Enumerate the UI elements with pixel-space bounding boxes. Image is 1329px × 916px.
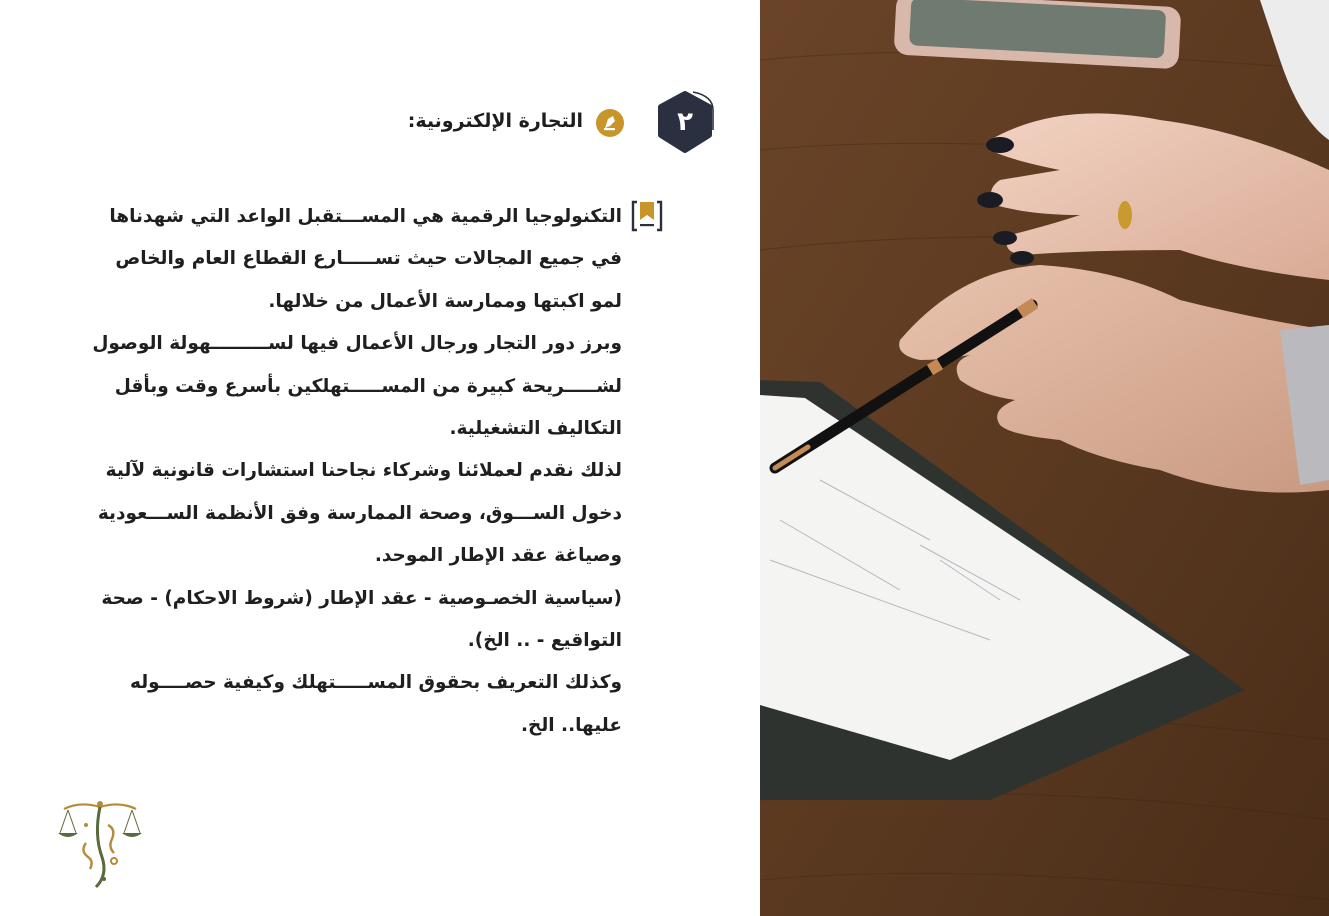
body-line: دخول الســـوق، وصحة الممارسة وفق الأنظمة الســـعودية	[97, 502, 622, 524]
body-line: وكذلك التعريف بحقوق المســـــتهلك وكيفية حصــــوله	[129, 672, 622, 694]
body-line: (سياسية الخصـوصية - عقد الإطار (شروط الاحكام) - صحة	[101, 587, 622, 609]
body-line: التواقيع - .. الخ).	[467, 629, 622, 651]
body-line: في جميع المجالات حيث تســـــارع القطاع العام والخاص	[115, 248, 622, 270]
body-line: وصياغة عقد الإطار الموحد.	[374, 545, 622, 567]
section-number: ٢	[677, 107, 693, 137]
photo-illustration	[760, 0, 1329, 916]
body-line: لشـــــريحة كبيرة من المســـــتهلكين بأسرع وقت وبأقل	[114, 375, 622, 397]
body-line: التكنولوجيا الرقمية هي المســـتقبل الواعد التي شهدناها	[109, 206, 622, 227]
body-paragraph	[92, 196, 622, 747]
section-number-badge	[653, 90, 717, 154]
section-title: التجارة الإلكترونية:	[407, 110, 583, 132]
body-line: التكاليف التشغيلية.	[449, 417, 622, 439]
scales-of-justice-logo	[50, 795, 150, 895]
body-line: وبرز دور التجار ورجال الأعمال فيها لســـــــــهولة الوصول	[92, 333, 622, 355]
section-header	[360, 88, 725, 160]
contract-signing-photo	[760, 0, 1329, 916]
body-line: عليها.. الخ.	[520, 714, 622, 736]
body-line: لذلك نقدم لعملائنا وشركاء نجاحنا استشارات قانونية لآلية	[105, 460, 622, 482]
body-line: لمو اكبتها وممارسة الأعمال من خلالها.	[268, 290, 622, 312]
pen-nib-icon	[595, 108, 625, 138]
bookmark-icon	[629, 198, 665, 234]
